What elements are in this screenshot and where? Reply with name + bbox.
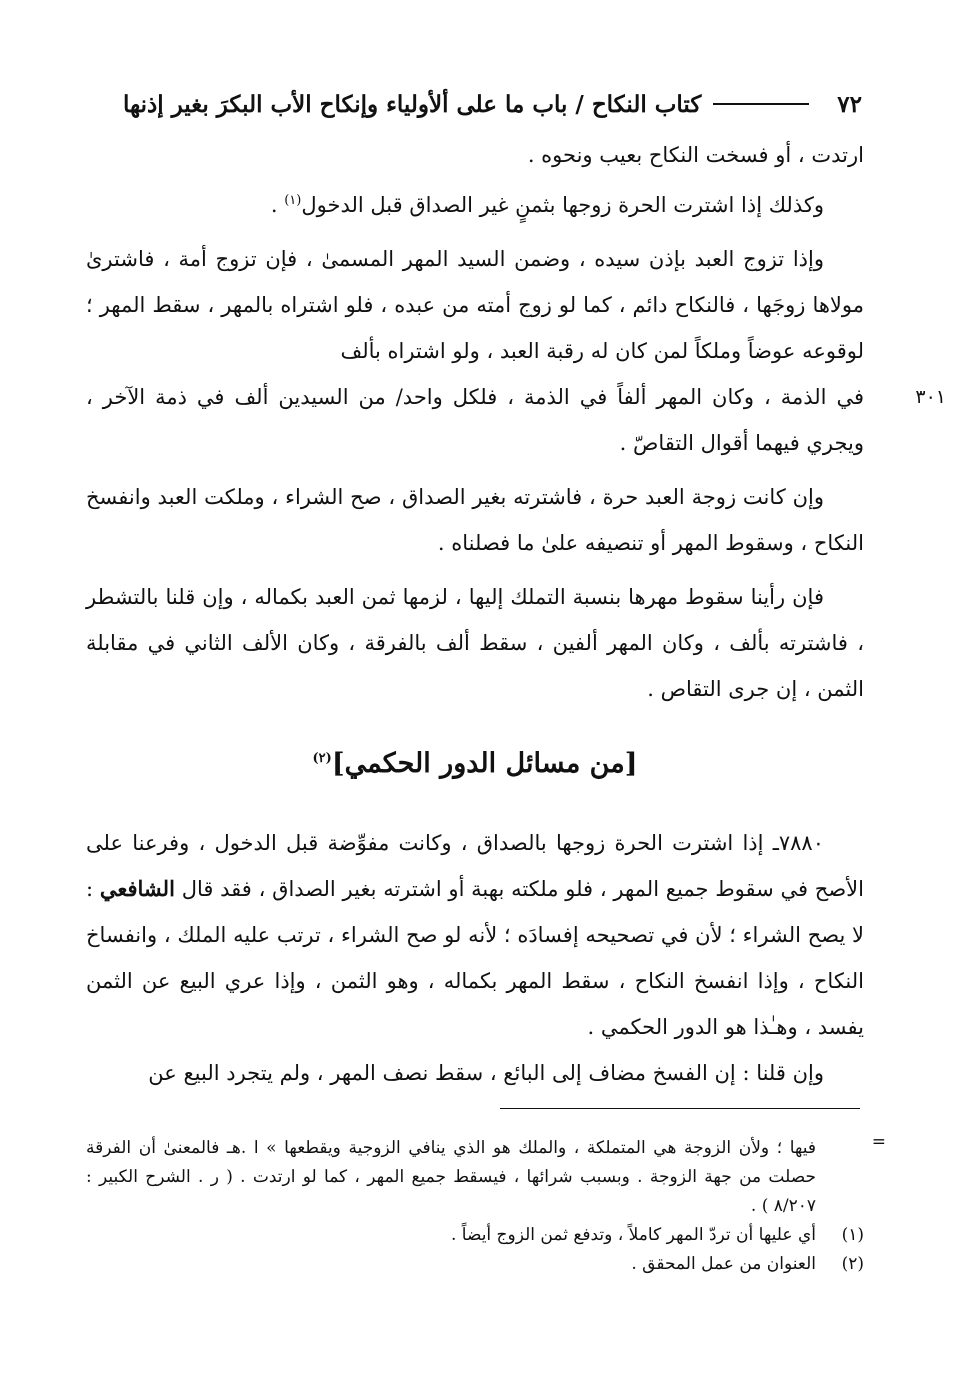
running-header xyxy=(92,84,862,124)
footnotes xyxy=(86,1132,886,1279)
main-text-block-2 xyxy=(86,820,864,1096)
footnote-ref: (١) xyxy=(284,193,302,208)
footnote-item xyxy=(86,1250,864,1279)
footnote-item xyxy=(86,1221,864,1250)
footnote-text: أي عليها أن تردّ المهر كاملاً ، وتدفع ثمن الزوج أيضاً . xyxy=(450,1225,816,1245)
margin-folio-number: ٣٠١ xyxy=(915,386,946,408)
footnote-text: العنوان من عمل المحقق . xyxy=(631,1254,816,1274)
footnote-number: (٢) xyxy=(841,1254,864,1274)
section-heading xyxy=(86,748,864,779)
paragraph xyxy=(86,820,864,1050)
footnote-separator xyxy=(500,1108,860,1109)
paragraph: وإذا تزوج العبد بإذن سيده ، وضمن السيد المهر المسمىٰ ، فإن تزوج أمة ، فاشترىٰ مولاها زوجَها ، فالنكاح دائم ، كما لو زوج أمته من عبده ، فلو اشتراه بالمهر ، سقط المهر ؛ لوقوعه عوضاً وملكاً لمن كان له رقبة العبد ، ولو اشتراه بألف xyxy=(86,247,864,363)
paragraph-text: وكذلك إذا اشترت الحرة زوجها بثمنٍ غير الصداق قبل الدخول xyxy=(301,193,824,217)
main-text-block xyxy=(86,132,946,712)
paragraph: وإن كانت زوجة العبد حرة ، فاشترته بغير الصداق ، صح الشراء ، وملكت العبد وانفسخ النكاح ، وسقوط المهر أو تنصيفه علىٰ ما فصلناه . xyxy=(86,485,864,555)
running-title: كتاب النكاح / باب ما على ألأولياء وإنكاح الأب البكرَ بغير إذنها xyxy=(122,90,702,118)
header-rule xyxy=(713,103,809,105)
paragraph: وإن قلنا : إن الفسخ مضاف إلى البائع ، سقط نصف المهر ، ولم يتجرد البيع عن xyxy=(148,1061,824,1085)
paragraph-text: إذا اشترت الحرة زوجها بالصداق ، وكانت مفوِّضة قبل الدخول ، وفرعنا على الأصح في سقوط جميع المهر ، فلو ملكته بهبة أو اشترته بغير الصداق ، فقد قال xyxy=(86,831,864,901)
footnote-continuation: فيها ؛ ولأن الزوجة هي المتملكة ، والملك هو الذي ينافي الزوجية ويقطعها » ا .هـ فالمعنىٰ أن الفرقة حصلت من جهة الزوجة . وبسبب شرائها ، فيسقط جميع المهر ، كما لو ارتدت . ( ر . الشرح الكبير : ٨/٢٠٧ ) . xyxy=(86,1138,816,1216)
issue-number: ٧٨٨٠ـ xyxy=(772,831,824,855)
paragraph-text: : لا يصح الشراء ؛ لأن في تصحيحه إفسادَه ؛ لأنه لو صح الشراء ، ترتب عليه الملك ، وانفساخ النكاح ، وإذا انفسخ النكاح ، سقط المهر بكماله ، وهو الثمن ، وإذا عري البيع عن الثمن يفسد ، وهـٰذا هو الدور الحكمي . xyxy=(86,877,864,1039)
footnote-number: (١) xyxy=(841,1225,864,1245)
paragraph: وكذلك إذا اشترت الحرة زوجها بثمنٍ غير الصداق قبل الدخول$^{(١)}$ . xyxy=(270,193,824,217)
continuation-mark: = xyxy=(871,1132,886,1152)
page-number: ٧٢ xyxy=(837,90,862,118)
bold-name: الشافعي xyxy=(99,876,175,901)
paragraph: في الذمة ، وكان المهر ألفاً في الذمة ، فلكل واحد/ من السيدين ألف في ذمة الآخر ، ويجري فيهما أقوال التقاصّ . xyxy=(86,385,864,455)
paragraph: فإن رأينا سقوط مهرها بنسبة التملك إليها ، لزمها ثمن العبد بكماله ، وإن قلنا بالتشطر ، فاشترته بألف ، وكان المهر ألفين ، سقط ألف بالفرقة ، وكان الألف الثاني في مقابلة الثمن ، إن جرى التقاص . xyxy=(86,585,864,701)
paragraph-with-margin-note xyxy=(86,374,946,466)
paragraph: ارتدت ، أو فسخت النكاح بعيب ونحوه . xyxy=(527,143,864,167)
footnote-ref: (٢) xyxy=(312,751,332,766)
section-heading-text: [من مسائل الدور الحكمي] xyxy=(331,748,638,779)
